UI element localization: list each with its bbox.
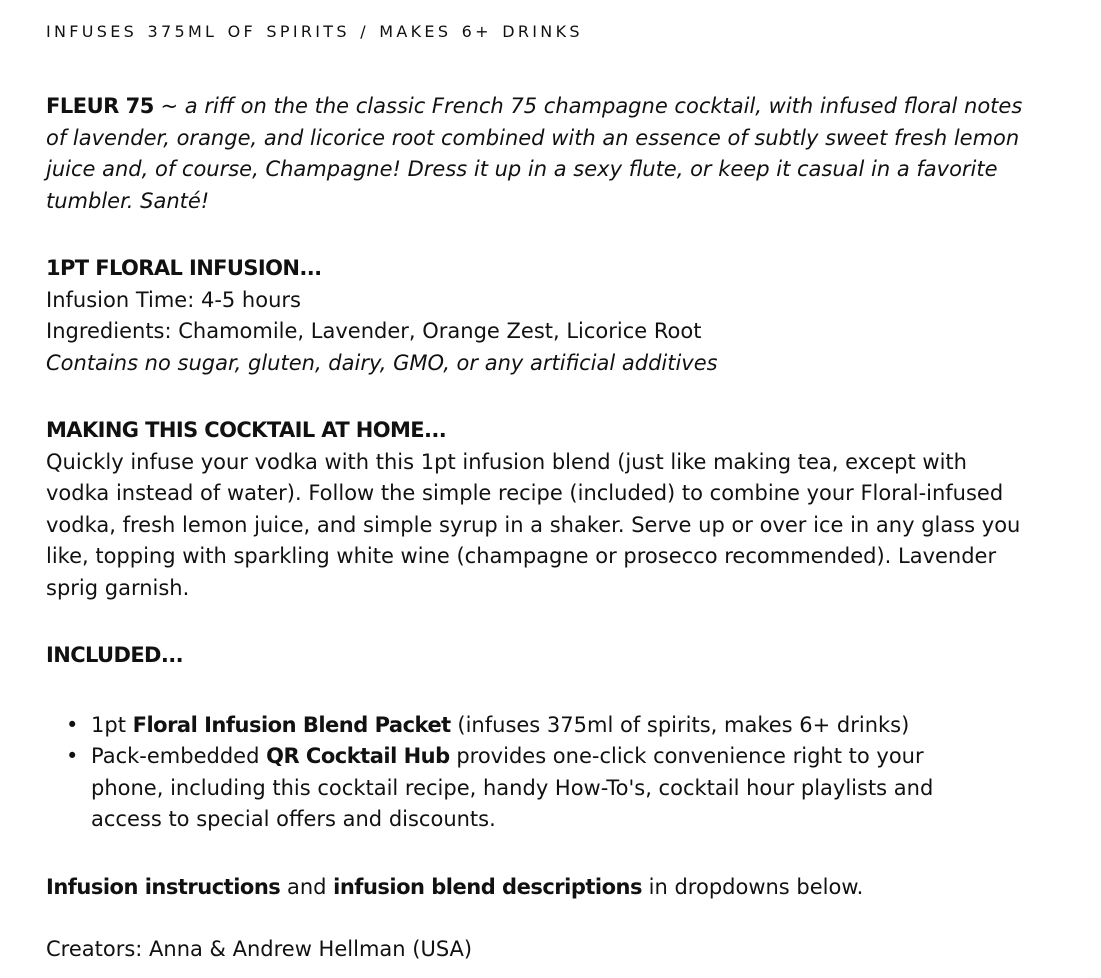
infusion-ingredients: Ingredients: Chamomile, Lavender, Orange Zest, Licorice Root xyxy=(46,319,702,343)
infusion-time: Infusion Time: 4-5 hours xyxy=(46,287,301,312)
dropdown-note-bold-1: Infusion instructions xyxy=(46,874,281,899)
included-section xyxy=(46,640,1086,836)
tagline: INFUSES 375ML OF SPIRITS / MAKES 6+ DRINKS xyxy=(46,22,583,41)
item-prefix: Pack-embedded xyxy=(91,744,267,768)
intro-separator: ~ xyxy=(153,94,185,118)
dropdown-note-mid: and xyxy=(280,874,334,899)
making-section xyxy=(46,415,1086,604)
intro-paragraph xyxy=(46,91,1046,217)
making-text: Quickly infuse your vodka with this 1pt infusion blend (just like making tea, except with vodka instead of water). Follow the simple recipe (included) to combine your Floral-infused vodka, fresh lemon juice, and simple syrup in a shaker. Serve up or over ice in any glass you like, topping with sparkling white wine (champagne or prosecco recommended). Lavender sprig garnish. xyxy=(46,449,1021,600)
creators-credit: Creators: Anna & Andrew Hellman (USA) xyxy=(46,937,473,961)
infusion-heading: 1PT FLORAL INFUSION... xyxy=(46,256,322,280)
dropdown-note-end: in dropdowns below. xyxy=(641,874,864,899)
item-prefix: 1pt xyxy=(91,712,133,737)
item-suffix: (infuses 375ml of spirits, makes 6+ drinks) xyxy=(450,712,910,737)
item-bold: QR Cocktail Hub xyxy=(266,744,450,768)
product-description xyxy=(46,0,1086,966)
dropdown-note-bold-2: infusion blend descriptions xyxy=(333,874,642,899)
included-list xyxy=(46,710,1086,836)
item-suffix: provides one-click convenience right to your phone, including this cocktail recipe, handy How-To's, cocktail hour playlists and access to special offers and discounts. xyxy=(91,744,934,831)
creators-section xyxy=(46,934,1086,966)
infusion-note: Contains no sugar, gluten, dairy, GMO, or any artificial additives xyxy=(46,350,718,375)
list-item xyxy=(46,741,991,836)
cocktail-name: FLEUR 75 xyxy=(46,94,154,118)
bullet-icon: • xyxy=(66,712,79,737)
making-heading: MAKING THIS COCKTAIL AT HOME... xyxy=(46,418,447,442)
item-bold: Floral Infusion Blend Packet xyxy=(132,712,451,737)
dropdown-note xyxy=(46,872,1086,904)
included-heading: INCLUDED... xyxy=(46,643,184,667)
bullet-icon: • xyxy=(66,744,79,768)
cocktail-description: a riff on the the classic French 75 champagne cocktail, with infused floral notes of lavender, orange, and licorice root combined with an essence of subtly sweet fresh lemon juice and, of course, Champagne! Dress it up in a sexy flute, or keep it casual in a favorite tumbler. Santé! xyxy=(46,94,1023,213)
dropdown-note-section xyxy=(46,872,1086,904)
list-item xyxy=(46,710,991,742)
infusion-section xyxy=(46,253,1086,379)
